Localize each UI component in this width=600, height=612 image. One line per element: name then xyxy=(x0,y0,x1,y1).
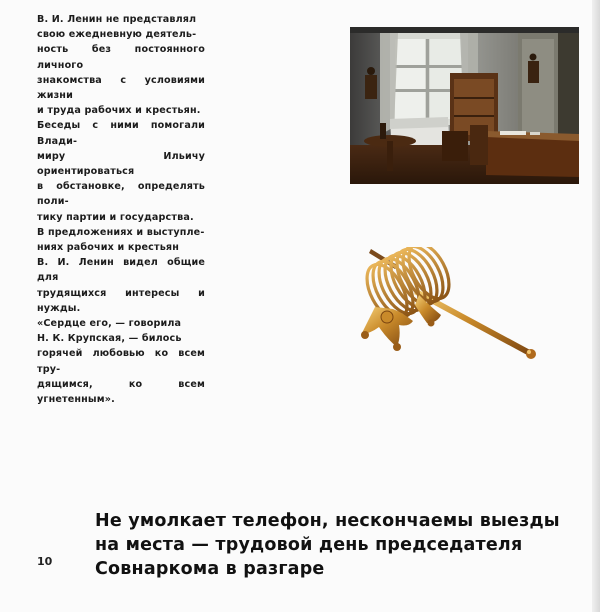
page-number: 10 xyxy=(37,555,53,568)
caption-line: Совнаркома в разгаре xyxy=(95,559,325,579)
telephone-handset-drawing xyxy=(357,247,542,367)
text-line: свою ежедневную деятель- xyxy=(37,29,197,41)
text-line: горячей любовью ко всем тру- xyxy=(37,348,205,375)
text-line: тику партии и государства. xyxy=(37,211,194,223)
office-photo xyxy=(350,27,579,184)
text-line: и труда рабочих и крестьян. xyxy=(37,105,201,117)
text-line: миру Ильичу ориентироваться xyxy=(37,150,205,178)
text-line: ниях рабочих и крестьян xyxy=(37,242,180,254)
text-line: трудящихся интересы и нужды. xyxy=(37,287,205,314)
text-line: «Сердце его, — говорила xyxy=(37,318,182,330)
office-photo-image xyxy=(350,27,579,184)
text-line: знакомства с условиями жизни xyxy=(37,74,205,102)
caption-line: на места — трудовой день председателя xyxy=(95,535,523,555)
caption-line: Не умолкает телефон, нескончаемы выезды xyxy=(95,511,560,531)
text-line: ность без постоянного личного xyxy=(37,44,205,71)
page-edge xyxy=(592,0,600,612)
text-line: Беседы с ними помогали Влади- xyxy=(37,120,205,147)
text-line: В. И. Ленин не представлял xyxy=(37,14,197,25)
text-line: В. И. Ленин видел общие для xyxy=(37,257,205,284)
body-text xyxy=(37,12,205,407)
text-line: В предложениях и выступле- xyxy=(37,226,205,238)
telephone-handset-image xyxy=(357,247,542,371)
text-line: в обстановке, определять поли- xyxy=(37,181,205,208)
text-line: Н. К. Крупская, — билось xyxy=(37,333,182,345)
caption xyxy=(95,509,560,581)
text-line: дящимся, ко всем угнетенным». xyxy=(37,378,205,406)
